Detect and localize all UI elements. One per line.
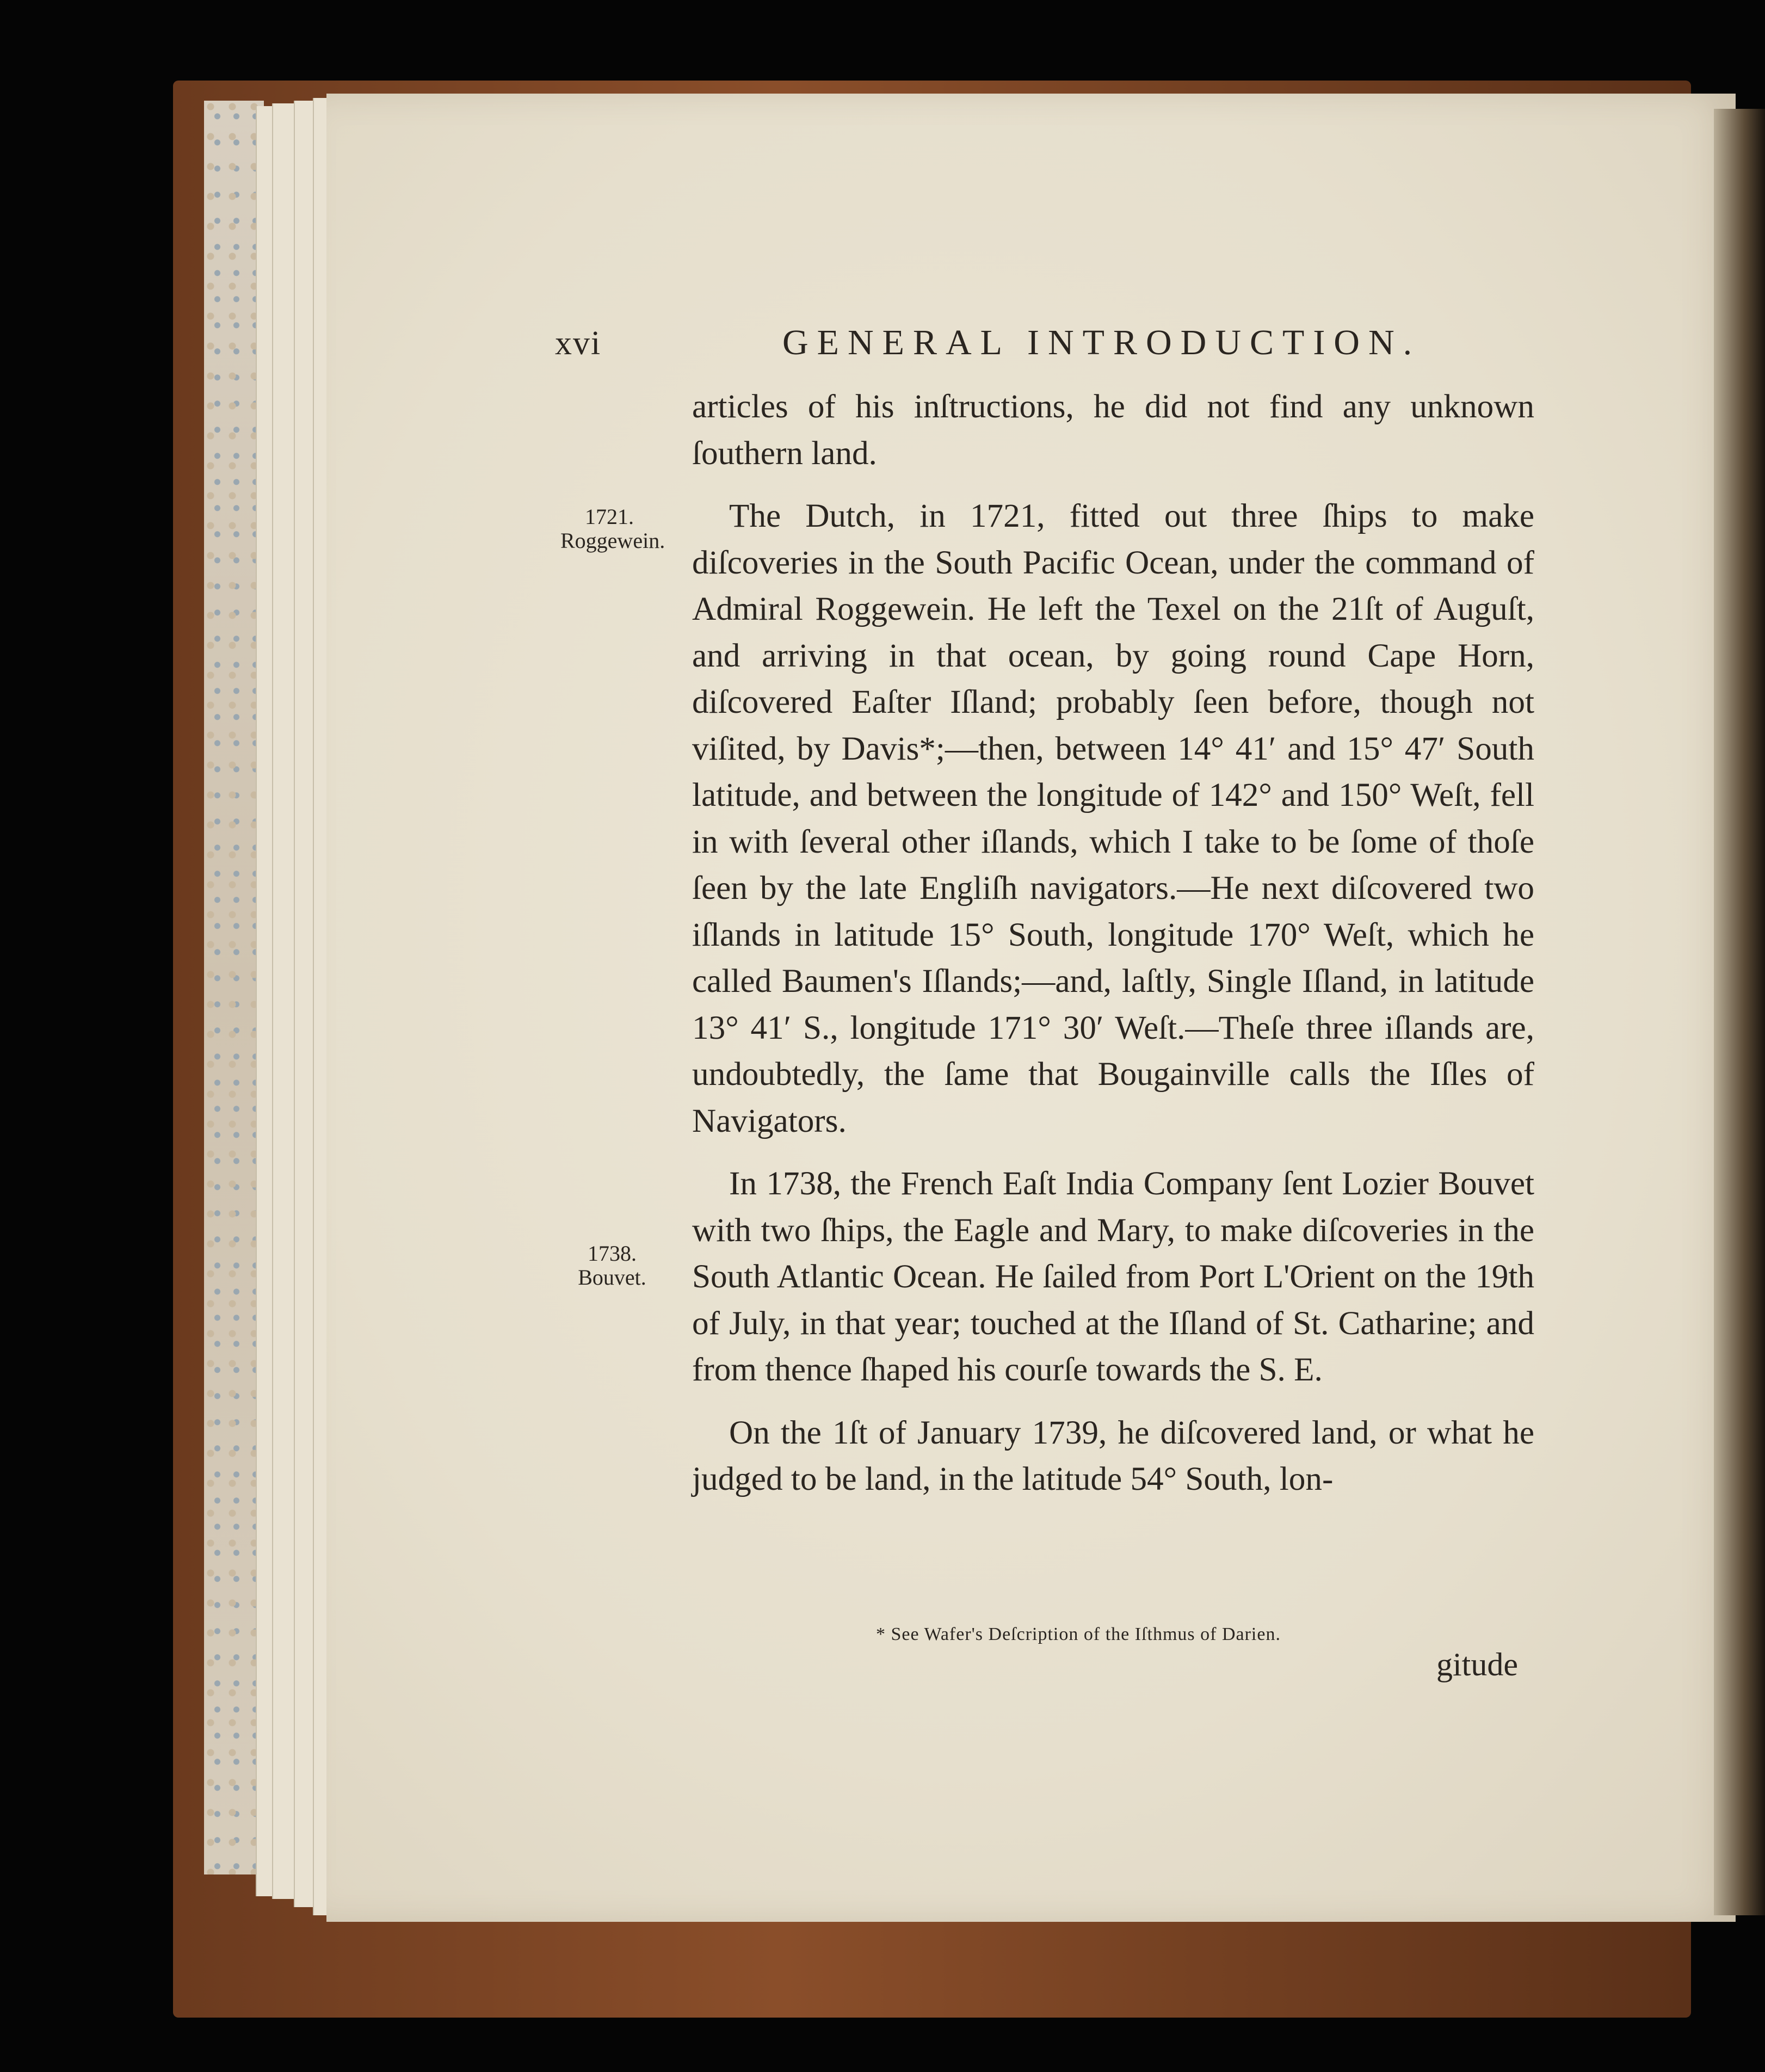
page-number: xvi — [555, 325, 602, 362]
paragraph: articles of his inſtructions, he did not find any unknown ſouthern land. — [692, 388, 1534, 472]
margin-note-name: Bouvet. — [578, 1265, 646, 1290]
margin-note-roggewein — [560, 504, 665, 553]
paragraph: On the 1ſt of January 1739, he diſcovered land, or what he judged to be land, in the latitude 54° South, lon- — [692, 1414, 1534, 1497]
paragraph: The Dutch, in 1721, fitted out three ſhips to make diſcoveries in the South Pacific Ocean, under the command of Admiral Roggewein. He left the Texel on the 21ſt of Auguſt, and arriving in that ocean, by going round Cape Horn, diſcovered Eaſter Iſland; probably ſeen before, though not viſited, by Davis*;—then, between 14° 41′ and 15° 47′ South latitude, and between the longitude of 142° and 150° Weſt, fell in with ſeveral other iſlands, which I take to be ſome of thoſe ſeen by the late Engliſh navigators.—He next diſcovered two iſlands in latitude 15° South, longitude 170° Weſt, which he called Baumen's Iſlands;—and, laſtly, Single Iſland, in latitude 13° 41′ S., longitude 171° 30′ Weſt.—Theſe three iſlands are, undoubtedly, the ſame that Bougainville calls the Iſles of Navigators. — [692, 497, 1534, 1139]
margin-note-year: 1721. — [585, 504, 634, 529]
book-gutter — [1714, 109, 1765, 1915]
margin-note-bouvet — [566, 1242, 658, 1290]
paragraph: In 1738, the French Eaſt India Company ſent Lozier Bouvet with two ſhips, the Eagle and Mary, to make diſcoveries in the South Atlantic Ocean. He ſailed from Port L'Orient on the 19th of July, in that year; touched at the Iſland of St. Catharine; and from thence ſhaped his courſe towards the S. E. — [692, 1165, 1534, 1388]
catchword: gitude — [1436, 1646, 1518, 1682]
margin-note-name: Roggewein. — [560, 528, 665, 553]
margin-note-year: 1738. — [588, 1241, 637, 1266]
footnote: * See Wafer's Deſcription of the Iſthmus of Darien. — [876, 1624, 1281, 1644]
marbled-endpaper — [204, 101, 264, 1874]
body-text — [692, 384, 1534, 1503]
running-title: GENERAL INTRODUCTION. — [782, 323, 1421, 362]
